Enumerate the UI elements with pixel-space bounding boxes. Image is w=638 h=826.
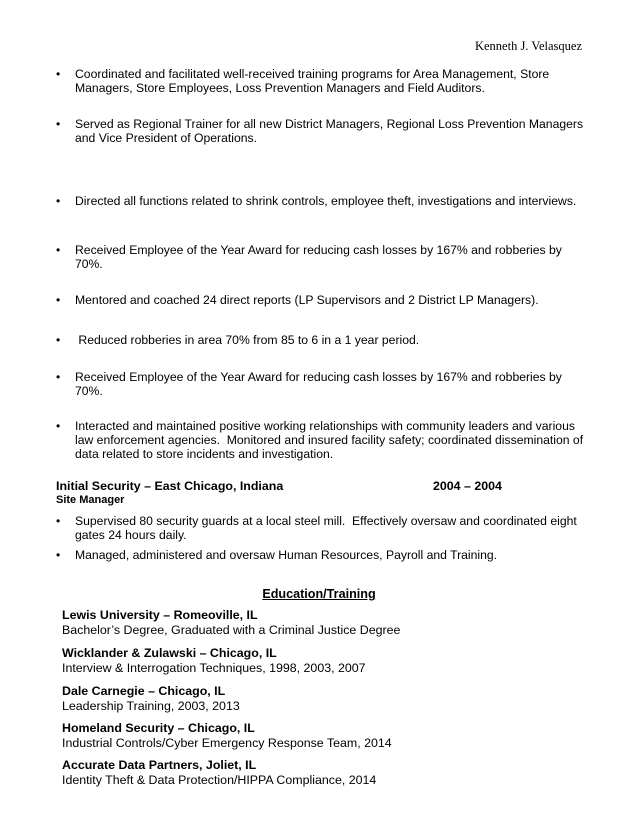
bullet-text: Coordinated and facilitated well-received training programs for Area Management, Store Managers, Store Employees, Loss Prevention Managers and Field Auditors. — [75, 67, 550, 95]
education-institution: Homeland Security – Chicago, IL — [62, 721, 255, 735]
bullet-text: Served as Regional Trainer for all new District Managers, Regional Loss Prevention Managers and Vice President of Operations. — [75, 117, 584, 145]
bullet-text: Managed, administered and oversaw Human Resources, Payroll and Training. — [75, 548, 498, 562]
bullet-text: Received Employee of the Year Award for reducing cash losses by 167% and robberies by 70%. — [75, 370, 562, 398]
list-item — [56, 333, 586, 347]
bullet-icon: • — [56, 370, 61, 384]
education-institution: Dale Carnegie – Chicago, IL — [62, 684, 226, 698]
education-detail: Bachelor’s Degree, Graduated with a Criminal Justice Degree — [62, 623, 401, 637]
bullet-icon: • — [56, 243, 61, 257]
education-entry — [62, 684, 582, 714]
education-heading: Education/Training — [262, 587, 376, 601]
bullet-icon: • — [56, 419, 61, 433]
bullet-icon: • — [56, 514, 61, 528]
bullet-icon: • — [56, 548, 61, 562]
education-detail: Interview & Interrogation Techniques, 1998, 2003, 2007 — [62, 661, 366, 675]
education-institution: Wicklander & Zulawski – Chicago, IL — [62, 646, 277, 660]
education-entry — [62, 758, 582, 788]
list-item — [56, 548, 586, 562]
bullet-icon: • — [56, 117, 61, 131]
list-item — [56, 194, 586, 208]
education-detail: Identity Theft & Data Protection/HIPPA Compliance, 2014 — [62, 773, 377, 787]
bullet-icon: • — [56, 194, 61, 208]
job-title: Initial Security – East Chicago, Indiana — [56, 479, 284, 493]
education-detail: Industrial Controls/Cyber Emergency Response Team, 2014 — [62, 736, 392, 750]
list-item — [56, 370, 586, 398]
education-entry — [62, 608, 582, 638]
education-institution: Accurate Data Partners, Joliet, IL — [62, 758, 257, 772]
education-entry — [62, 646, 582, 676]
header-name: Kenneth J. Velasquez — [474, 39, 582, 53]
bullet-text: Reduced robberies in area 70% from 85 to 6 in a 1 year period. — [75, 333, 420, 347]
job-role: Site Manager — [56, 494, 125, 506]
bullet-text: Directed all functions related to shrink controls, employee theft, investigations and interviews. — [75, 194, 577, 208]
list-item — [56, 117, 586, 145]
bullet-icon: • — [56, 293, 61, 307]
list-item — [56, 514, 586, 542]
bullet-text: Received Employee of the Year Award for reducing cash losses by 167% and robberies by 70%. — [75, 243, 562, 271]
bullet-text: Mentored and coached 24 direct reports (LP Supervisors and 2 District LP Managers). — [75, 293, 539, 307]
education-institution: Lewis University – Romeoville, IL — [62, 608, 258, 622]
bullet-text: Supervised 80 security guards at a local steel mill. Effectively oversaw and coordinated eight gates 24 hours daily. — [75, 514, 581, 542]
list-item — [56, 243, 586, 271]
job-dates: 2004 – 2004 — [433, 479, 502, 493]
bullet-icon: • — [56, 67, 61, 81]
bullet-text: Interacted and maintained positive working relationships with community leaders and various law enforcement agencies. Monitored and insured facility safety; coordinated dissemination of data related to store incidents and investigation. — [75, 419, 587, 461]
list-item — [56, 293, 586, 307]
bullet-icon: • — [56, 333, 61, 347]
list-item — [56, 419, 586, 461]
education-entry — [62, 721, 582, 751]
list-item — [56, 67, 586, 95]
education-detail: Leadership Training, 2003, 2013 — [62, 699, 240, 713]
